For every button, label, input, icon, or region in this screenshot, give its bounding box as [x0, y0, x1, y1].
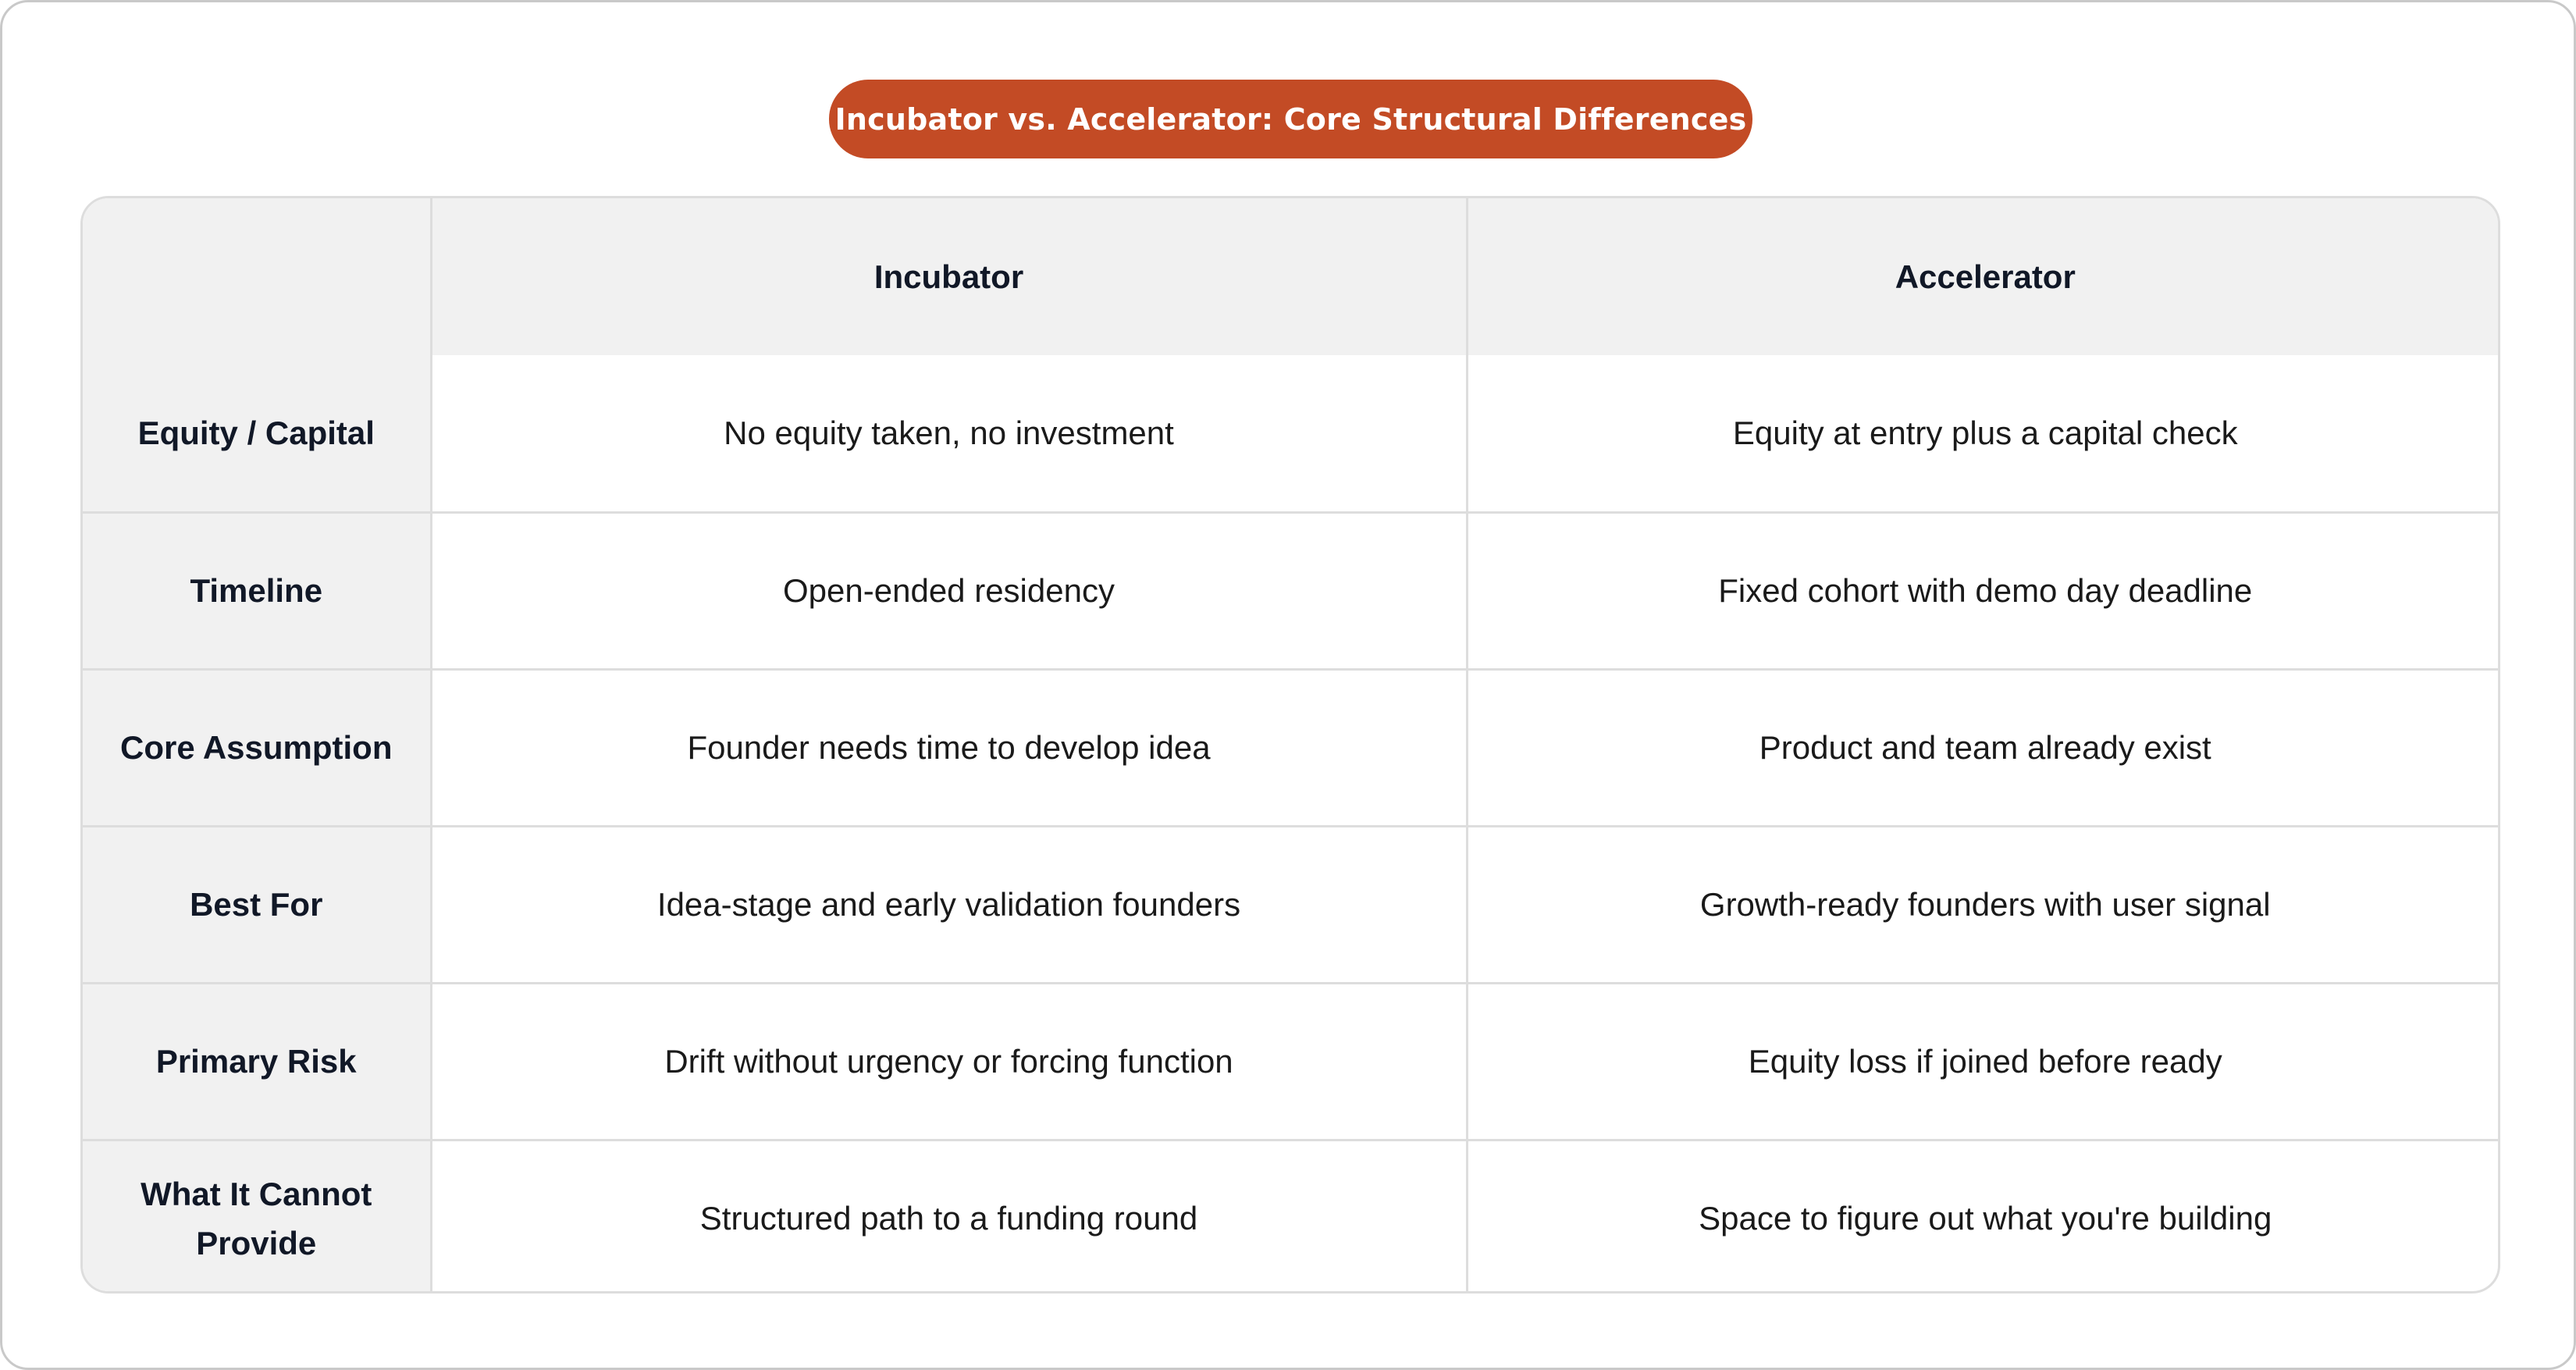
row-label: Core Assumption — [83, 669, 431, 826]
accelerator-cell: Equity loss if joined before ready — [1467, 983, 2500, 1140]
accelerator-cell: Space to figure out what you're building — [1467, 1140, 2500, 1293]
table-row — [83, 1140, 2500, 1293]
incubator-cell: Drift without urgency or forcing function — [431, 983, 1467, 1140]
incubator-cell: Idea-stage and early validation founders — [431, 826, 1467, 983]
table-row — [83, 355, 2500, 512]
table-row — [83, 512, 2500, 669]
row-label: Timeline — [83, 512, 431, 669]
comparison-table-grid — [83, 198, 2500, 1293]
incubator-cell: No equity taken, no investment — [431, 355, 1467, 512]
incubator-cell: Open-ended residency — [431, 512, 1467, 669]
row-label: Equity / Capital — [83, 355, 431, 512]
incubator-cell: Structured path to a funding round — [431, 1140, 1467, 1293]
header-incubator: Incubator — [431, 198, 1467, 355]
table-row — [83, 826, 2500, 983]
header-accelerator: Accelerator — [1467, 198, 2500, 355]
accelerator-cell: Growth-ready founders with user signal — [1467, 826, 2500, 983]
table-header-row — [83, 198, 2500, 355]
header-corner-cell — [83, 198, 431, 355]
row-label: Primary Risk — [83, 983, 431, 1140]
accelerator-cell: Equity at entry plus a capital check — [1467, 355, 2500, 512]
accelerator-cell: Fixed cohort with demo day deadline — [1467, 512, 2500, 669]
table-row — [83, 669, 2500, 826]
row-label: Best For — [83, 826, 431, 983]
incubator-cell: Founder needs time to develop idea — [431, 669, 1467, 826]
row-label: What It Cannot Provide — [83, 1140, 431, 1293]
table-row — [83, 983, 2500, 1140]
page-title: Incubator vs. Accelerator: Core Structural Differences — [829, 80, 1752, 158]
comparison-table — [80, 196, 2500, 1293]
accelerator-cell: Product and team already exist — [1467, 669, 2500, 826]
